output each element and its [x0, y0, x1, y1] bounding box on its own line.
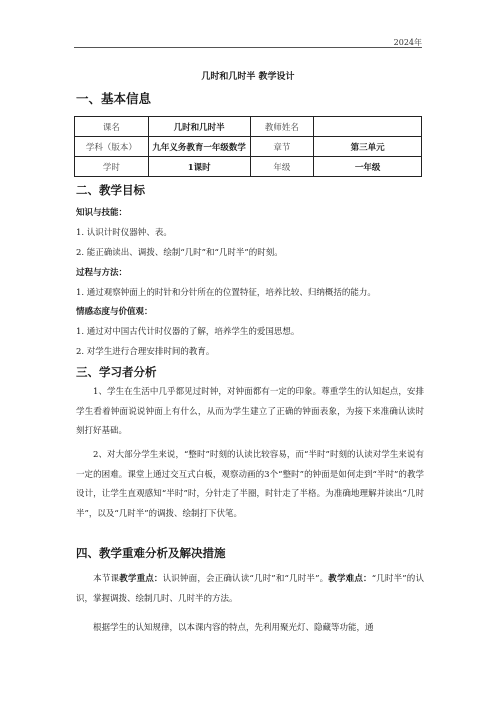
- label-hours: 学时: [75, 157, 149, 177]
- label-subject: 学科（版本）: [75, 137, 149, 157]
- value-chapter: 第三单元: [314, 137, 422, 157]
- table-row: [75, 157, 422, 177]
- key-point-label: 教学重点：: [119, 574, 163, 584]
- section-key-points-heading: 四、教学重难分析及解决措施: [76, 546, 226, 560]
- learner-paragraph-1: 1、学生在生活中几乎都见过时钟，对钟面都有一定的印象。尊重学生的认知起点，安排学生看着钟面说说钟面上有什么，从而为学生建立了正确的钟面表象，为接下来准确认读时刻打好基础。: [76, 387, 424, 436]
- document-title: 几时和几时半 教学设计: [201, 72, 295, 82]
- value-hours: 1课时: [148, 157, 250, 177]
- label-chapter: 章节: [250, 137, 314, 157]
- label-grade: 年级: [250, 157, 314, 177]
- section-goals-heading: 二、教学目标: [76, 183, 145, 197]
- strategy-paragraph: 根据学生的认知规律，以本课内容的特点，先利用聚光灯、隐藏等功能，通: [93, 623, 374, 633]
- table-row: [75, 137, 422, 157]
- section-learner-heading: 三、学习者分析: [76, 365, 157, 379]
- difficulty-label: 教学难点：: [328, 574, 372, 584]
- label-course-name: 课名: [75, 117, 149, 137]
- goal-item: 1. 认识计时仪器钟、表。: [76, 228, 172, 238]
- basic-info-table: [74, 116, 422, 177]
- knowledge-skills-title: 知识与技能：: [76, 208, 128, 218]
- goal-item: 1. 通过对中国古代计时仪器的了解，培养学生的爱国思想。: [76, 327, 300, 337]
- goal-item: 1. 通过观察钟面上的时针和分针所在的位置特征，培养比较、归纳概括的能力。: [76, 288, 376, 298]
- value-subject: 九年义务教育一年级数学: [148, 137, 250, 157]
- goal-item: 2. 能正确读出、调拨、绘制“几时”和“几时半”的时刻。: [76, 248, 283, 258]
- header-divider: [74, 47, 422, 48]
- key-points-paragraph: 本节课教学重点：认识钟面，会正确认读“几时”和“几时半”。教学难点：“几时半”的认识，掌握调拨、绘制几时、几时半的方法。: [76, 574, 424, 604]
- label-teacher-name: 教师姓名: [250, 117, 314, 137]
- emotion-values-title: 情感态度与价值观：: [76, 307, 153, 317]
- value-teacher-name: [314, 117, 422, 137]
- section-basic-info-heading: 一、基本信息: [76, 91, 152, 106]
- table-row: [75, 117, 422, 137]
- header-year: 2024年: [393, 38, 422, 47]
- learner-paragraph-2: 2、对大部分学生来说，“整时”时刻的认读比较容易，而“半时”时刻的认读对学生来说有一定的困难。课堂上通过交互式白板，观察动画的3个“整时”的钟面是如何走到“半时”的教学设计，让学生直观感知“半时”时，分针走了半圈，时针走了半格。为准确地理解并读出“几时半”，以及“几时半”的调拨、绘制打下伏笔。: [76, 450, 424, 519]
- value-grade: 一年级: [314, 157, 422, 177]
- goal-item: 2. 对学生进行合理安排时间的教育。: [76, 347, 215, 357]
- process-methods-title: 过程与方法：: [76, 268, 128, 278]
- value-course-name: 几时和几时半: [148, 117, 250, 137]
